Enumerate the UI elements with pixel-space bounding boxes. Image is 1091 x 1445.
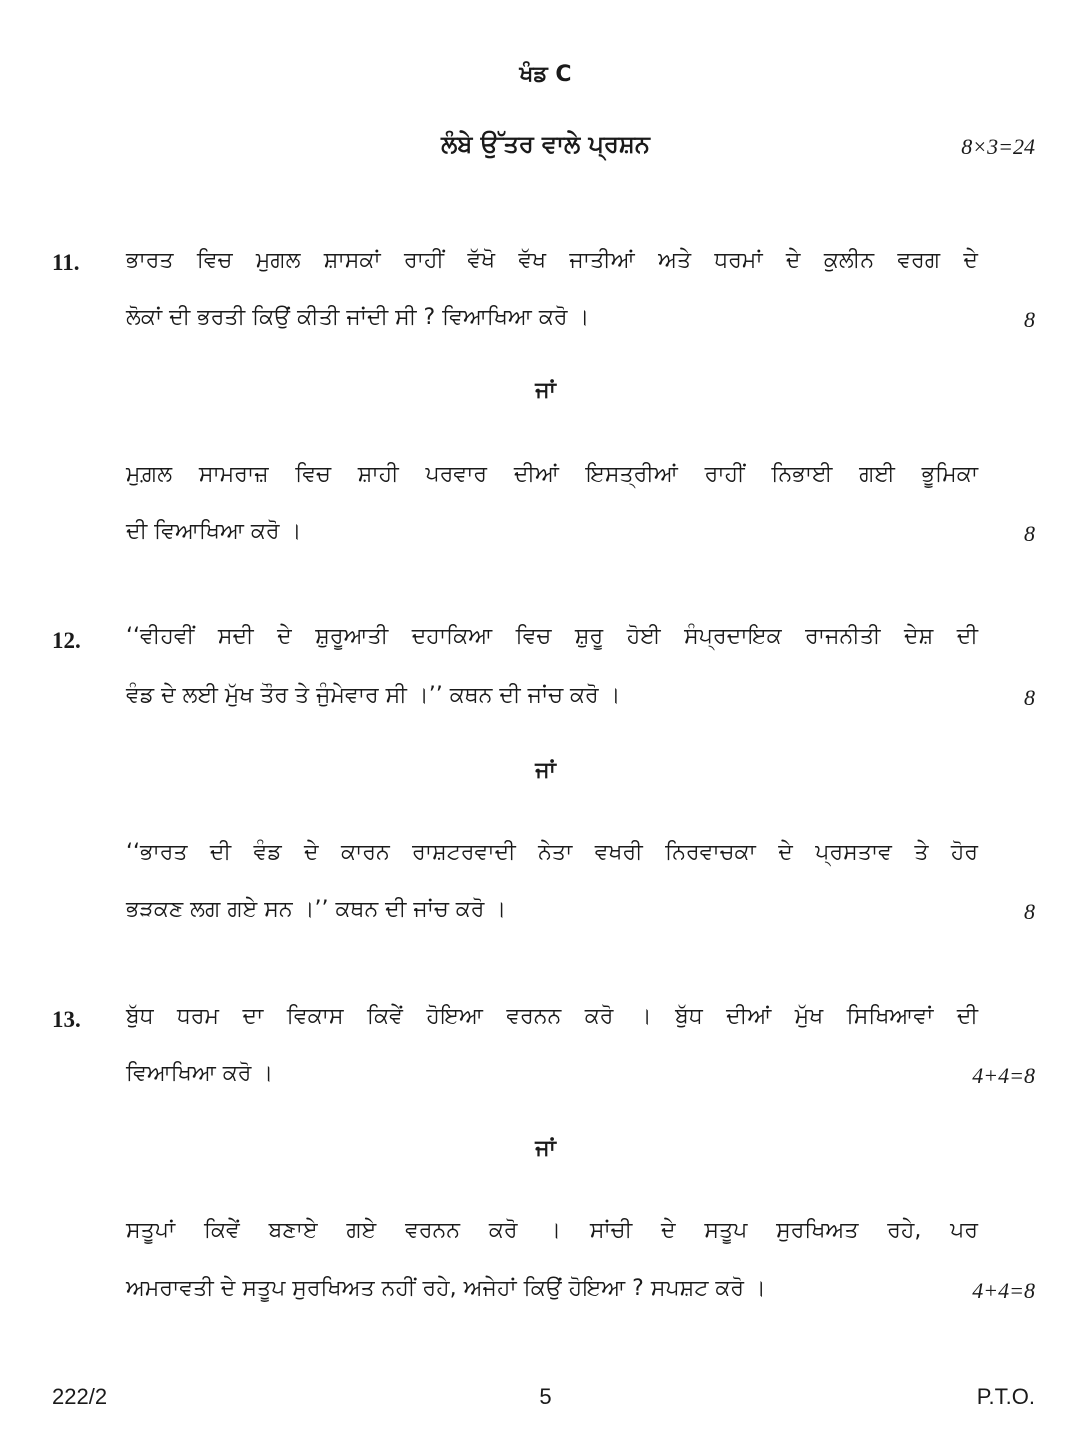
question-text-line: ਵੰਡ ਦੇ ਲਈ ਮੁੱਖ ਤੌਰ ਤੇ ਜੁੰਮੇਵਾਰ ਸੀ ।’’ ਕਥਨ ਦੀ ਜਾਂਚ ਕਰੋ । <box>126 683 621 708</box>
page-number: 5 <box>539 1384 552 1409</box>
question-marks: 8 <box>1024 899 1035 924</box>
question-text-line: ‘‘ਵੀਹਵੀਂ ਸਦੀ ਦੇ ਸ਼ੁਰੂਆਤੀ ਦਹਾਕਿਆ ਵਿਚ ਸ਼ੁਰੂ ਹੋਈ ਸੰਪ੍ਰਦਾਇਕ ਰਾਜਨੀਤੀ ਦੇਸ਼ ਦੀ <box>126 624 978 649</box>
question-marks: 4+4=8 <box>972 1063 1035 1088</box>
or-divider: ਜਾਂ <box>535 378 556 403</box>
paper-code: 222/2 <box>52 1384 108 1409</box>
section-heading: ਲੰਬੇ ਉੱਤਰ ਵਾਲੇ ਪ੍ਰਸ਼ਨ <box>441 130 650 158</box>
or-divider: ਜਾਂ <box>535 1136 556 1161</box>
question-marks: 8 <box>1024 307 1035 332</box>
question-text-line: ‘‘ਭਾਰਤ ਦੀ ਵੰਡ ਦੇ ਕਾਰਨ ਰਾਸ਼ਟਰਵਾਦੀ ਨੇਤਾ ਵਖਰੀ ਨਿਰਵਾਚਕਾ ਦੇ ਪ੍ਰਸਤਾਵ ਤੇ ਹੋਰ <box>126 840 978 865</box>
question-number: 13. <box>52 1007 81 1032</box>
question-text-line: ਬੁੱਧ ਧਰਮ ਦਾ ਵਿਕਾਸ ਕਿਵੇਂ ਹੋਇਆ ਵਰਨਨ ਕਰੋ । ਬੁੱਧ ਦੀਆਂ ਮੁੱਖ ਸਿਖਿਆਵਾਂ ਦੀ <box>126 1004 978 1029</box>
question-text-line: ਦੀ ਵਿਆਖਿਆ ਕਰੋ । <box>126 519 302 544</box>
question-text-line: ਵਿਆਖਿਆ ਕਰੋ । <box>126 1061 274 1086</box>
question-marks: 4+4=8 <box>972 1278 1035 1303</box>
question-text-line: ਭੜਕਣ ਲਗ ਗਏ ਸਨ ।’’ ਕਥਨ ਦੀ ਜਾਂਚ ਕਰੋ । <box>126 897 507 922</box>
question-text-line: ਭਾਰਤ ਵਿਚ ਮੁਗਲ ਸ਼ਾਸਕਾਂ ਰਾਹੀਂ ਵੱਖੋ ਵੱਖ ਜਾਤੀਆਂ ਅਤੇ ਧਰਮਾਂ ਦੇ ਕੁਲੀਨ ਵਰਗ ਦੇ <box>126 248 978 273</box>
section-marks: 8×3=24 <box>961 134 1035 159</box>
question-marks: 8 <box>1024 685 1035 710</box>
question-number: 12. <box>52 628 81 653</box>
question-text-line: ਮੁਗ਼ਲ ਸਾਮਰਾਜ਼ ਵਿਚ ਸ਼ਾਹੀ ਪਰਵਾਰ ਦੀਆਂ ਇਸਤ੍ਰੀਆਂ ਰਾਹੀਂ ਨਿਭਾਈ ਗਈ ਭੂਮਿਕਾ <box>126 462 978 487</box>
question-marks: 8 <box>1024 521 1035 546</box>
or-divider: ਜਾਂ <box>535 758 556 783</box>
question-text-line: ਸਤੂਪਾਂ ਕਿਵੇਂ ਬਣਾਏ ਗਏ ਵਰਨਨ ਕਰੋ । ਸਾਂਚੀ ਦੇ ਸਤੂਪ ਸੁਰਖਿਅਤ ਰਹੇ, ਪਰ <box>126 1218 978 1243</box>
question-text-line: ਲੋਕਾਂ ਦੀ ਭਰਤੀ ਕਿਉਂ ਕੀਤੀ ਜਾਂਦੀ ਸੀ ? ਵਿਆਖਿਆ ਕਰੋ । <box>126 305 590 330</box>
section-title: ਖੰਡ C <box>519 62 572 87</box>
question-number: 11. <box>52 250 80 275</box>
pto-label: P.T.O. <box>976 1384 1035 1409</box>
question-text-line: ਅਮਰਾਵਤੀ ਦੇ ਸਤੂਪ ਸੁਰਖਿਅਤ ਨਹੀਂ ਰਹੇ, ਅਜੇਹਾਂ ਕਿਉਂ ਹੋਇਆ ? ਸਪਸ਼ਟ ਕਰੋ । <box>126 1276 766 1301</box>
